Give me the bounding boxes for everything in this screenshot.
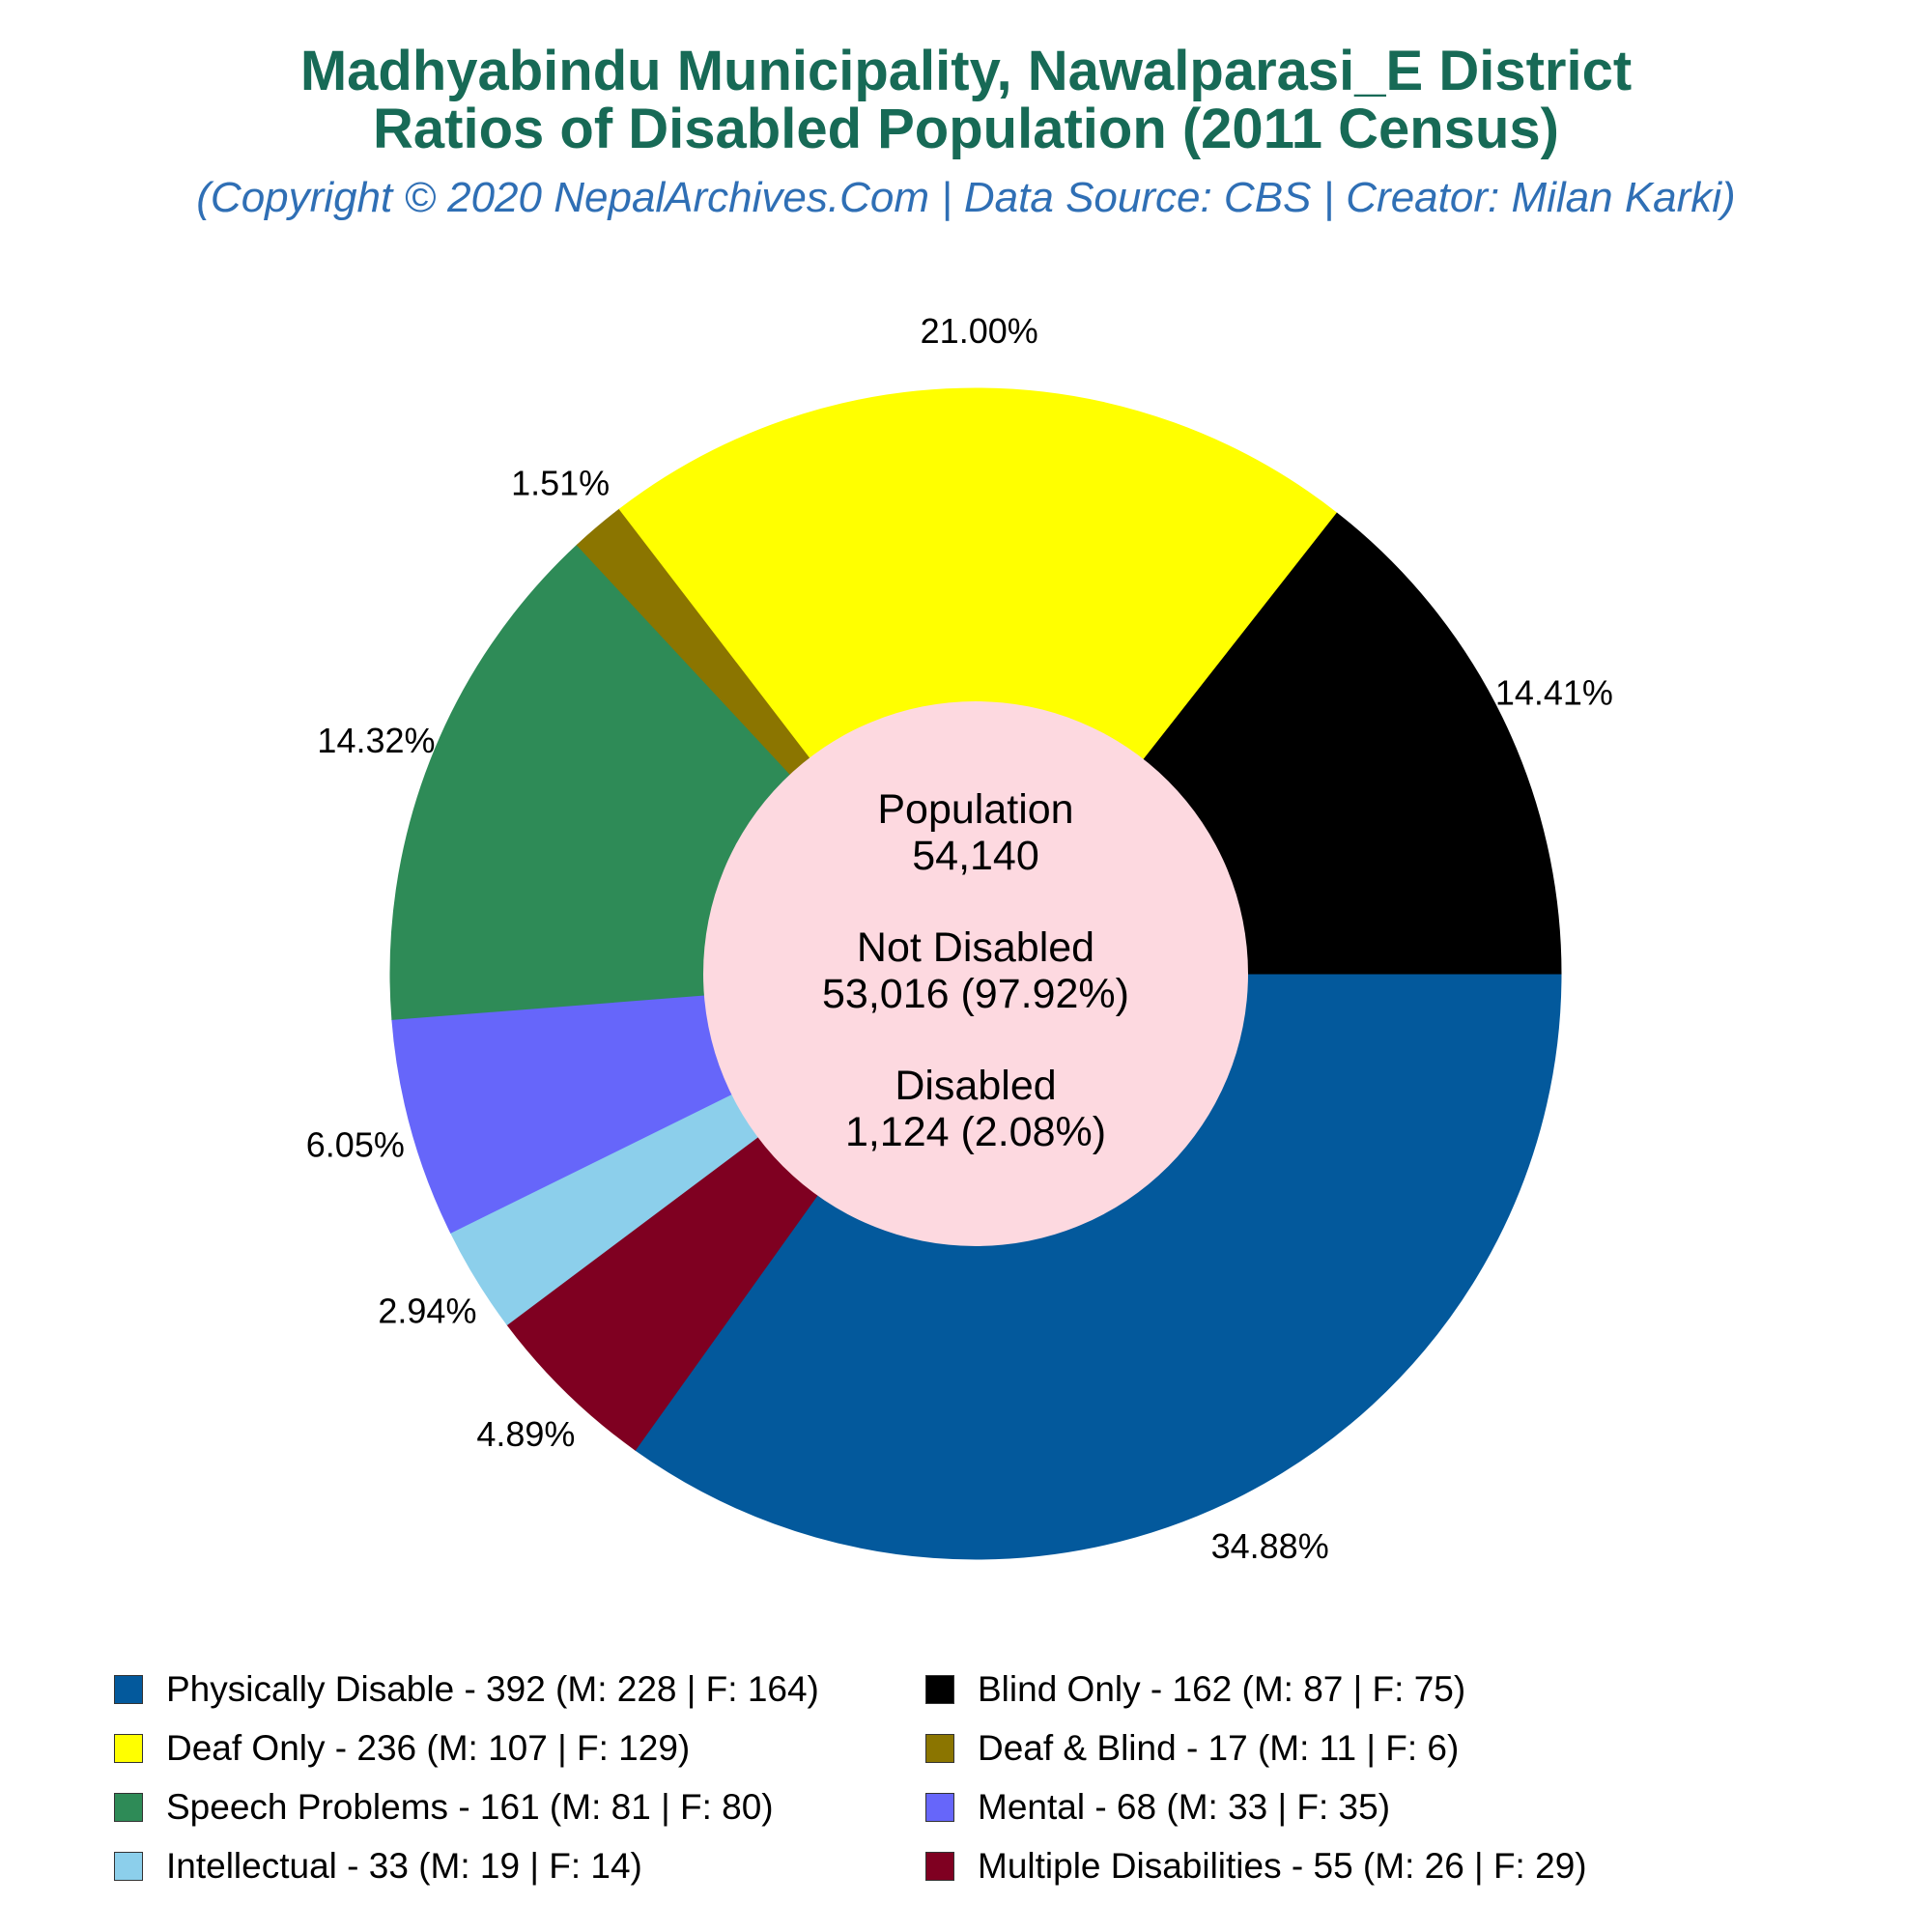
percent-label-multiple-disabilities: 4.89%: [476, 1414, 576, 1455]
legend-item-blind-only: [925, 1666, 1465, 1713]
percent-label-blind-only: 14.41%: [1494, 672, 1613, 713]
percent-label-intellectual: 2.94%: [378, 1291, 477, 1331]
percent-label-mental: 6.05%: [305, 1124, 405, 1165]
legend-swatch: [925, 1675, 954, 1704]
center-not-disabled-value: 53,016 (97.92%): [822, 971, 1129, 1017]
chart-title-line2: Ratios of Disabled Population (2011 Census): [373, 98, 1559, 160]
percent-label-speech-problems: 14.32%: [317, 721, 436, 761]
percent-label-deaf-blind: 1.51%: [511, 463, 611, 503]
legend-label: Deaf Only - 236 (M: 107 | F: 129): [166, 1728, 691, 1768]
legend-item-intellectual: [114, 1843, 642, 1889]
legend-label: Speech Problems - 161 (M: 81 | F: 80): [166, 1787, 774, 1827]
percent-label-physically-disable: 34.88%: [1210, 1526, 1329, 1567]
legend-item-multiple-disabilities: [925, 1843, 1587, 1889]
legend-item-speech-problems: [114, 1784, 774, 1831]
chart-subtitle: (Copyright © 2020 NepalArchives.Com | Data Source: CBS | Creator: Milan Karki): [196, 174, 1736, 221]
legend-label: Intellectual - 33 (M: 19 | F: 14): [166, 1846, 642, 1886]
center-disabled-value: 1,124 (2.08%): [844, 1109, 1107, 1155]
center-population-label: Population: [877, 786, 1074, 833]
center-disabled-label: Disabled: [895, 1063, 1057, 1109]
legend-swatch: [114, 1675, 143, 1704]
legend-label: Multiple Disabilities - 55 (M: 26 | F: 29): [978, 1846, 1587, 1886]
center-population-value: 54,140: [912, 833, 1039, 879]
legend-item-deaf-blind: [925, 1725, 1459, 1772]
legend-swatch: [114, 1734, 143, 1763]
legend-label: Blind Only - 162 (M: 87 | F: 75): [978, 1669, 1466, 1709]
legend-item-mental: [925, 1784, 1390, 1831]
legend-swatch: [925, 1734, 954, 1763]
legend-label: Deaf & Blind - 17 (M: 11 | F: 6): [978, 1728, 1460, 1768]
percent-label-deaf-only: 21.00%: [920, 311, 1038, 352]
legend-swatch: [925, 1793, 954, 1822]
legend-label: Physically Disable - 392 (M: 228 | F: 164): [166, 1669, 819, 1709]
legend-swatch: [114, 1852, 143, 1881]
legend-label: Mental - 68 (M: 33 | F: 35): [978, 1787, 1391, 1827]
chart-title-line1: Madhyabindu Municipality, Nawalparasi_E District: [299, 40, 1633, 102]
legend-item-physically-disable: [114, 1666, 819, 1713]
legend-swatch: [925, 1852, 954, 1881]
legend-swatch: [114, 1793, 143, 1822]
center-not-disabled-label: Not Disabled: [856, 924, 1095, 971]
legend-item-deaf-only: [114, 1725, 690, 1772]
